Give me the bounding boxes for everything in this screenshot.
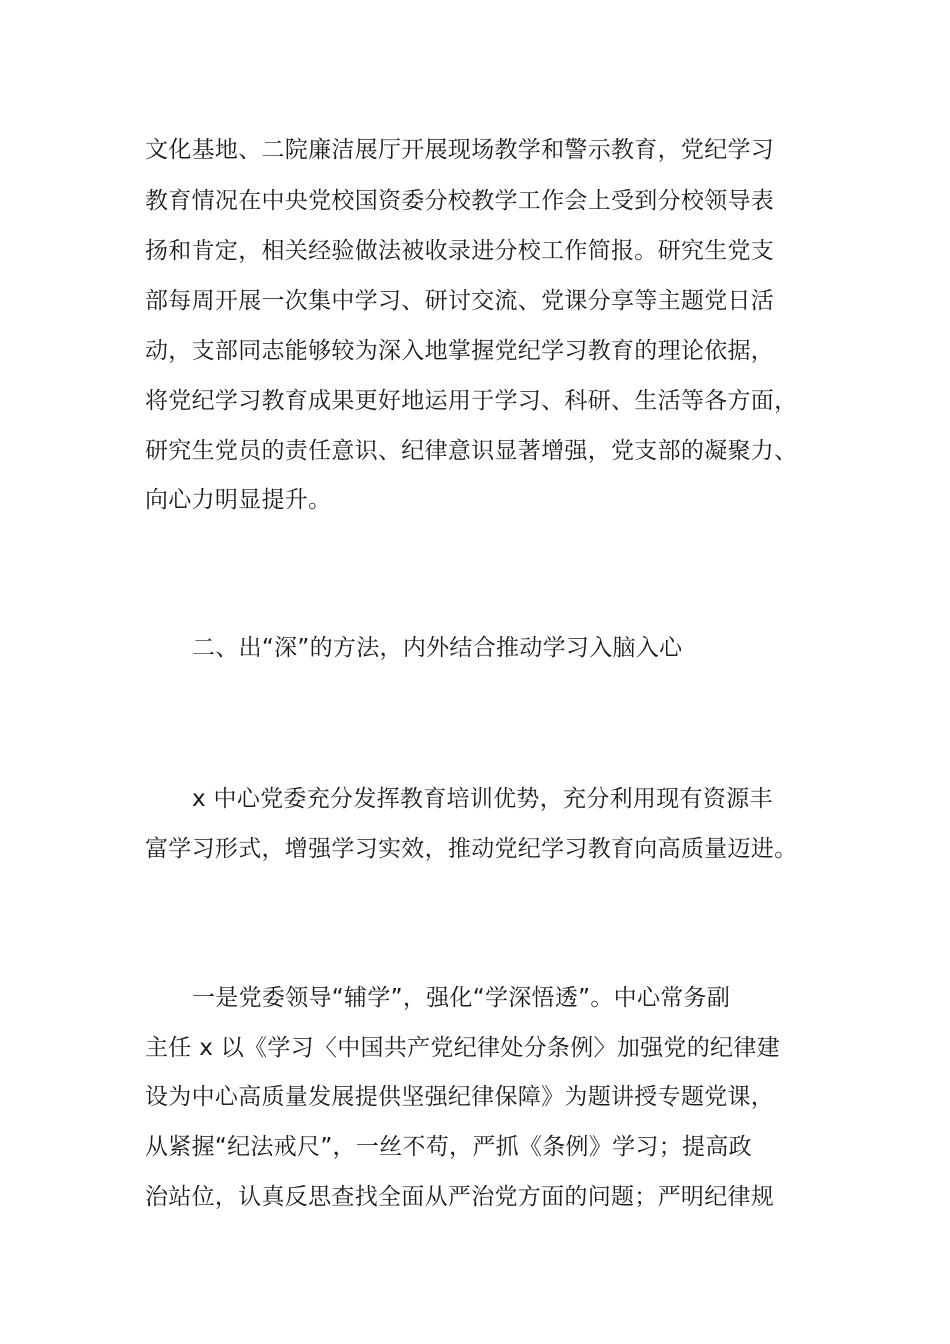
paragraph-line: 从紧握“纪法戒尺”，一丝不苟，严抓《条例》学习；提高政 xyxy=(145,1134,752,1160)
paragraph-line: 治站位，认真反思查找全面从严治党方面的问题；严明纪律规 xyxy=(145,1184,775,1210)
paragraph-line: 设为中心高质量发展提供坚强纪律保障》为题讲授专题党课， xyxy=(145,1084,775,1110)
section-heading: 二、出“深”的方法，内外结合推动学习入脑入心 xyxy=(192,635,683,661)
paragraph-line: 教育情况在中央党校国资委分校教学工作会上受到分校领导表 xyxy=(145,188,775,214)
paragraph-line: 动，支部同志能够较为深入地掌握党纪学习教育的理论依据， xyxy=(145,338,775,364)
paragraph-line: 扬和肯定，相关经验做法被收录进分校工作简报。研究生党支 xyxy=(145,238,775,264)
paragraph-line: 富学习形式，增强学习实效，推动党纪学习教育向高质量迈进。 xyxy=(145,836,798,862)
paragraph-line: 将党纪学习教育成果更好地运用于学习、科研、生活等各方面， xyxy=(145,388,798,414)
paragraph-line: 一是党委领导“辅学”，强化“学深悟透”。中心常务副 xyxy=(192,985,731,1011)
paragraph-line: 文化基地、二院廉洁展厅开展现场教学和警示教育，党纪学习 xyxy=(145,137,775,163)
paragraph-line: 向心力明显提升。 xyxy=(145,487,332,513)
paragraph-line: 主任 x 以《学习〈中国共产党纪律处分条例〉加强党的纪律建 xyxy=(145,1035,780,1061)
paragraph-line: 部每周开展一次集中学习、研讨交流、党课分享等主题党日活 xyxy=(145,288,775,314)
paragraph-line: 研究生党员的责任意识、纪律意识显著增强，党支部的凝聚力、 xyxy=(145,438,798,464)
paragraph-line: x 中心党委充分发挥教育培训优势，充分利用现有资源丰 xyxy=(192,786,773,812)
